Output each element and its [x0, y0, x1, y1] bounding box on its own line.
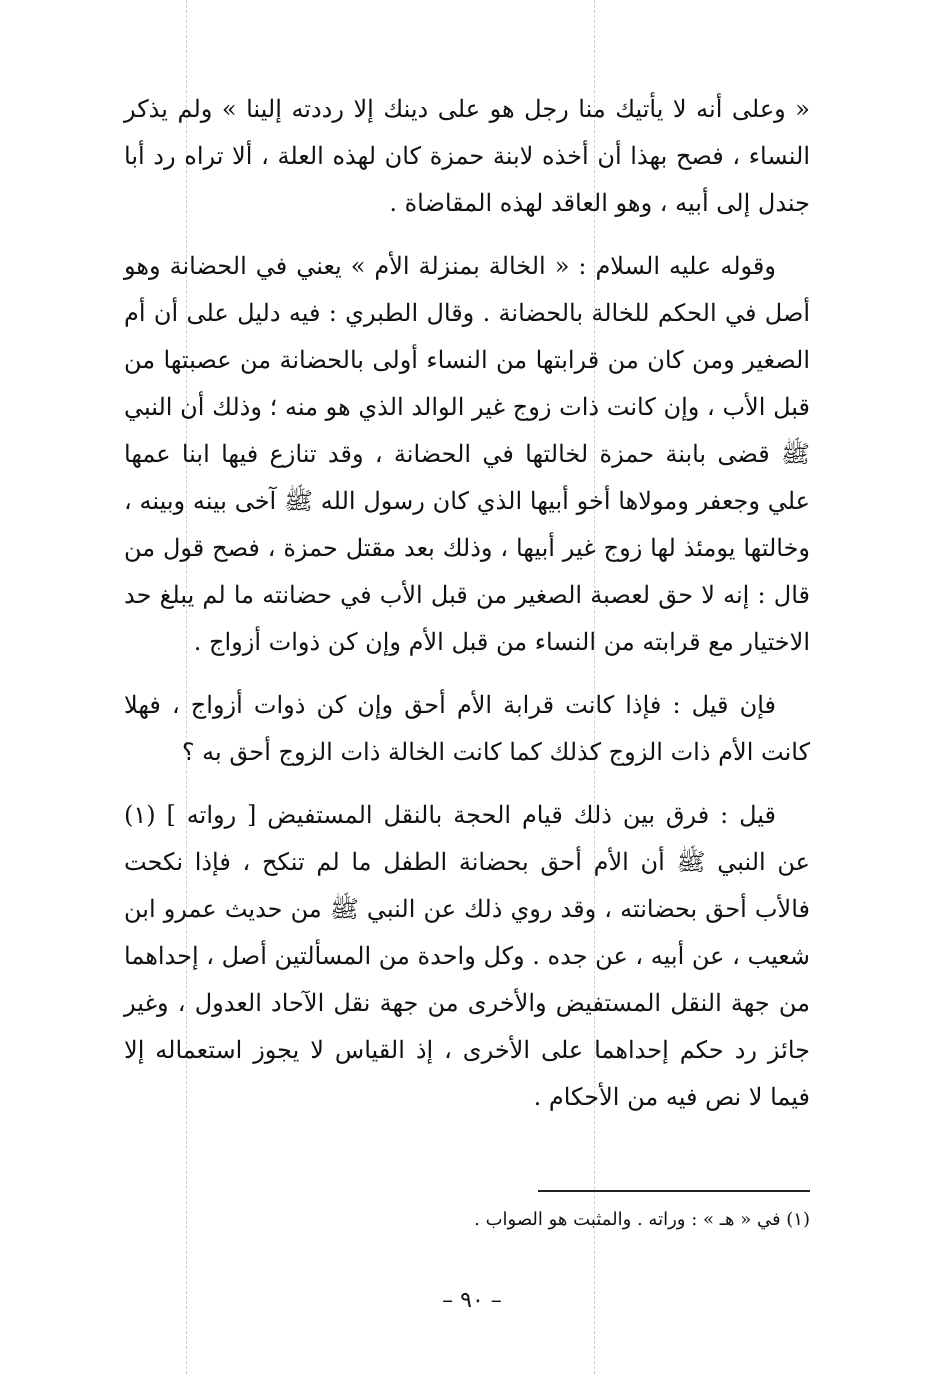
paragraph-3: فإن قيل : فإذا كانت قرابة الأم أحق وإن كن ذوات أزواج ، فهلا كانت الأم ذات الزوج كذلك كما كانت الخالة ذات الزوج أحق به ؟ — [124, 691, 810, 766]
page-number: – ٩٠ – — [442, 1288, 502, 1313]
footnote-divider — [538, 1190, 810, 1192]
paragraph-2: وقوله عليه السلام : « الخالة بمنزلة الأم » يعني في الحضانة وهو أصل في الحكم للخالة بالحضانة . وقال الطبري : فيه دليل على أن أم الصغير ومن كان من قرابتها من النساء أولى بالحضانة من عصبتها من قبل الأب ، وإن كانت ذات زوج غير الوالد الذي هو منه ؛ وذلك أن النبي ﷺ قضى بابنة حمزة لخالتها في الحضانة ، وقد تنازع فيها ابنا عمها علي وجعفر ومولاها أخو أبيها الذي كان رسول الله ﷺ آخى بينه وبينه ، وخالتها يومئذ لها زوج غير أبيها ، وذلك بعد مقتل حمزة ، فصح قول من قال : إنه لا حق لعصبة الصغير من قبل الأب في حضانته ما لم يبلغ حد الاختيار مع قرابته من النساء من قبل الأم وإن كن ذوات أزواج . — [124, 252, 811, 656]
paragraph-4: قيل : فرق بين ذلك قيام الحجة بالنقل المستفيض [ رواته ] (١) عن النبي ﷺ أن الأم أحق بحضانة الطفل ما لم تنكح ، فإذا نكحت فالأب أحق بحضانته ، وقد روي ذلك عن النبي ﷺ من حديث عمرو ابن شعيب ، عن أبيه ، عن جده . وكل واحدة من المسألتين أصل ، إحداهما من جهة النقل المستفيض والأخرى من جهة نقل الآحاد العدول ، وغير جائز رد حكم إحداهما على الأخرى ، إذ القياس لا يجوز استعماله إلا فيما لا نص فيه من الأحكام . — [124, 801, 810, 1111]
paragraph-1: « وعلى أنه لا يأتيك منا رجل هو على دينك إلا رددته إلينا » ولم يذكر النساء ، فصح بهذا أن أخذه لابنة حمزة كان لهذه العلة ، ألا تراه رد أبا جندل إلى أبيه ، وهو العاقد لهذه المقاضاة . — [124, 95, 810, 217]
footnote: (١) في « هـ » : وراته . والمثبت هو الصواب . — [474, 1209, 810, 1230]
main-text — [124, 86, 810, 1121]
